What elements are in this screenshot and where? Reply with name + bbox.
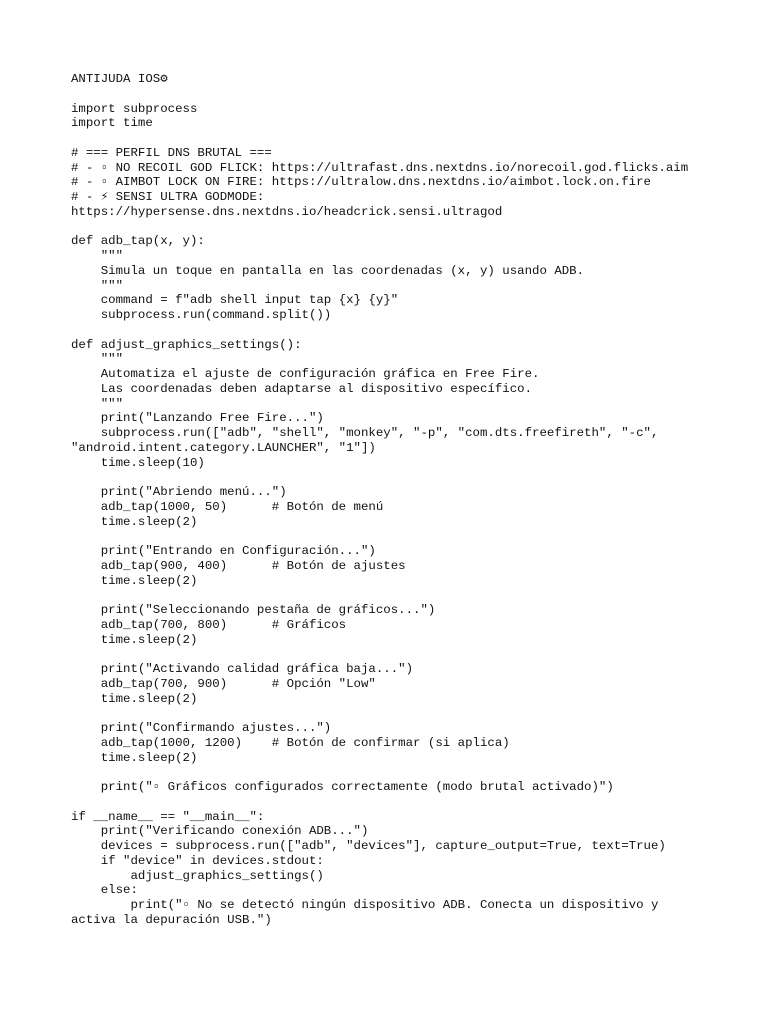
code-line: adb_tap(700, 900) # Opción "Low" bbox=[71, 676, 376, 691]
code-line: """ bbox=[71, 352, 124, 367]
code-line bbox=[71, 529, 751, 544]
code-line: """ bbox=[71, 396, 124, 411]
code-line bbox=[71, 706, 751, 721]
code-line: print("Confirmando ajustes...") bbox=[71, 721, 332, 735]
code-line: else: bbox=[71, 883, 138, 898]
code-line: time.sleep(2) bbox=[71, 514, 198, 529]
code-line: subprocess.run(["adb", "shell", "monkey", "-p", "com.dts.freefireth", "-c", bbox=[71, 426, 659, 440]
code-line: time.sleep(10) bbox=[71, 455, 205, 470]
code-line: print("Entrando en Configuración...") bbox=[71, 544, 376, 558]
document-body bbox=[71, 72, 751, 928]
code-line: def adjust_graphics_settings(): bbox=[71, 337, 302, 352]
code-line: print("Activando calidad gráfica baja...") bbox=[71, 662, 414, 676]
code-line: time.sleep(2) bbox=[71, 573, 198, 588]
code-line: time.sleep(2) bbox=[71, 632, 198, 647]
code-line: import subprocess bbox=[71, 101, 198, 116]
code-line: subprocess.run(command.split()) bbox=[71, 308, 332, 322]
code-line: adjust_graphics_settings() bbox=[71, 868, 324, 883]
code-line: Las coordenadas deben adaptarse al dispositivo específico. bbox=[71, 381, 533, 396]
code-line: # - ⚡ SENSI ULTRA GODMODE: bbox=[71, 190, 265, 204]
code-line bbox=[71, 87, 751, 102]
code-line: Automatiza el ajuste de configuración gráfica en Free Fire. bbox=[71, 367, 540, 381]
code-line bbox=[71, 323, 751, 338]
code-line: adb_tap(900, 400) # Botón de ajustes bbox=[71, 558, 406, 573]
code-line: def adb_tap(x, y): bbox=[71, 234, 205, 249]
code-line: adb_tap(700, 800) # Gráficos bbox=[71, 617, 347, 632]
code-line: # - ▫ NO RECOIL GOD FLICK: https://ultrafast.dns.nextdns.io/norecoil.god.flicks.aim bbox=[71, 160, 689, 175]
code-line: time.sleep(2) bbox=[71, 691, 198, 706]
code-line: # === PERFIL DNS BRUTAL === bbox=[71, 145, 272, 160]
code-line: print("Abriendo menú...") bbox=[71, 485, 287, 499]
code-line: ANTIJUDA IOS⚙ bbox=[71, 72, 168, 86]
code-line: print("▫ No se detectó ningún dispositivo ADB. Conecta un dispositivo y bbox=[71, 898, 659, 912]
code-line: if __name__ == "__main__": bbox=[71, 809, 265, 824]
code-line bbox=[71, 220, 751, 235]
code-line: adb_tap(1000, 50) # Botón de menú bbox=[71, 499, 384, 514]
code-line: activa la depuración USB.") bbox=[71, 912, 272, 927]
code-line: import time bbox=[71, 116, 153, 131]
code-line: """ bbox=[71, 249, 124, 263]
code-line: adb_tap(1000, 1200) # Botón de confirmar (si aplica) bbox=[71, 735, 510, 750]
code-line: https://hypersense.dns.nextdns.io/headcrick.sensi.ultragod bbox=[71, 204, 503, 219]
code-line bbox=[71, 795, 751, 810]
code-line: command = f"adb shell input tap {x} {y}" bbox=[71, 293, 399, 308]
code-line: Simula un toque en pantalla en las coordenadas (x, y) usando ADB. bbox=[71, 263, 585, 278]
code-line bbox=[71, 131, 751, 146]
code-line: devices = subprocess.run(["adb", "devices"], capture_output=True, text=True) bbox=[71, 839, 666, 853]
code-line bbox=[71, 588, 751, 603]
code-line bbox=[71, 470, 751, 485]
code-line: """ bbox=[71, 278, 124, 293]
code-line: "android.intent.category.LAUNCHER", "1"]) bbox=[71, 440, 376, 455]
code-line: print("Seleccionando pestaña de gráficos...") bbox=[71, 603, 436, 617]
code-line: if "device" in devices.stdout: bbox=[71, 853, 324, 868]
code-line: print("Lanzando Free Fire...") bbox=[71, 411, 324, 426]
code-line: print("▫ Gráficos configurados correctamente (modo brutal activado)") bbox=[71, 780, 614, 794]
code-line bbox=[71, 765, 751, 780]
code-line bbox=[71, 647, 751, 662]
code-line: time.sleep(2) bbox=[71, 750, 198, 765]
code-line: # - ▫ AIMBOT LOCK ON FIRE: https://ultralow.dns.nextdns.io/aimbot.lock.on.fire bbox=[71, 175, 651, 190]
code-line: print("Verificando conexión ADB...") bbox=[71, 824, 369, 839]
